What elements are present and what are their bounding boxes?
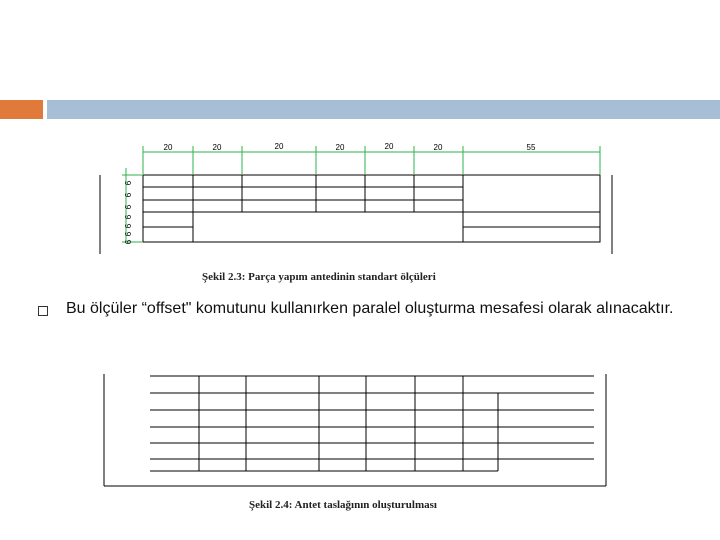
title-block-draft-drawing [100, 372, 610, 488]
row-height-label: 6 [124, 192, 133, 198]
bullet-text: Bu ölçüler “offset" komutunu kullanırken paralel oluşturma mesafesi olarak alınacaktır. [66, 300, 674, 317]
title-block-draft-figure [100, 372, 610, 488]
row-height-label: 6 [124, 204, 133, 210]
figure-caption: Şekil 2.4: Antet taslağının oluşturulması [249, 499, 437, 511]
column-width-label: 20 [212, 143, 222, 152]
column-width-label: 55 [526, 143, 536, 152]
row-height-label: 6 [124, 231, 133, 237]
row-height-label: 6 [124, 223, 133, 229]
column-width-label: 20 [433, 143, 443, 152]
title-block-dimension-drawing [92, 138, 617, 256]
bullet-checkbox-icon [38, 306, 48, 316]
column-width-label: 20 [274, 142, 284, 151]
header-accent-bar-right [47, 100, 720, 119]
row-height-label: 6 [124, 239, 133, 245]
row-height-label: 6 [124, 214, 133, 220]
header-accent-bar-left [0, 100, 43, 119]
row-height-label: 6 [124, 180, 133, 186]
figure-caption: Şekil 2.3: Parça yapım antedinin standart ölçüleri [202, 271, 436, 283]
column-width-label: 20 [335, 143, 345, 152]
column-width-label: 20 [163, 143, 173, 152]
column-width-label: 20 [384, 142, 394, 151]
title-block-dimension-figure [92, 138, 617, 256]
